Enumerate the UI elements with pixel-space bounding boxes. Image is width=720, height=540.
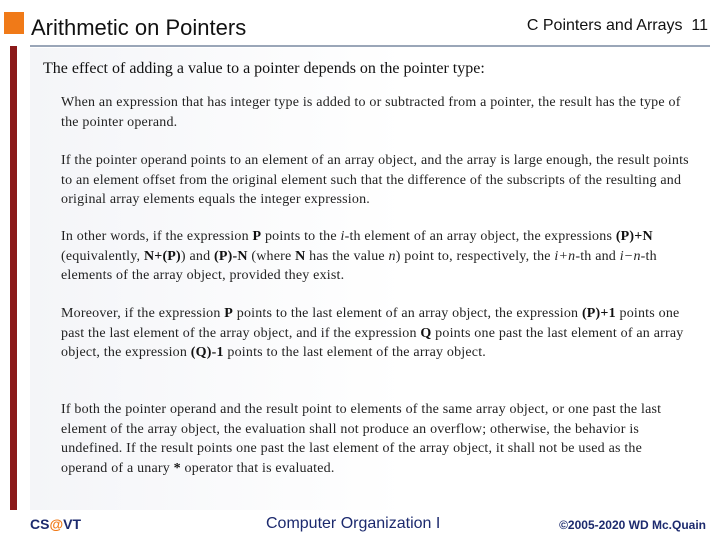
var-n: n <box>388 248 396 264</box>
text: Moreover, if the expression <box>61 306 225 321</box>
text: points to the last element of the array object. <box>223 345 486 360</box>
var-i: i <box>340 229 345 244</box>
text: ) point to, respectively, the <box>395 248 555 264</box>
text: (equivalently, <box>61 248 144 264</box>
text: (where <box>247 248 296 264</box>
slide-number: 11 <box>691 17 708 34</box>
text: In other words, if the expression <box>61 229 253 244</box>
footer-org-at: @ <box>49 516 64 532</box>
text: points one past the last element of the array object, and if the expression <box>61 306 680 341</box>
code-p-plus-n: (P)+N <box>615 229 653 244</box>
text: points to the last element of an array object, the expression <box>233 306 582 321</box>
text: has the value <box>305 248 389 264</box>
code-n: N <box>295 248 306 264</box>
title-divider <box>30 45 710 47</box>
accent-square <box>4 12 24 34</box>
footer-org-vt: VT <box>63 516 81 532</box>
paragraph-result-type: When an expression that has integer type is added to or subtracted from a pointer, the result has the type of the pointer operand. <box>61 95 681 130</box>
code-star: * <box>173 460 181 476</box>
text: points one past the last element of an array object, the expression <box>61 325 684 360</box>
paragraph-offset: If the pointer operand points to an element of an array object, and the array is large enough, the result points to an element offset from the original element such that the difference of the subscripts of the resulting and original array elements equals the integer expression. <box>61 153 689 207</box>
slide-topic <box>527 17 708 35</box>
text: -th element of an array object, the expressions <box>344 229 616 244</box>
lead-sentence: The effect of adding a value to a pointer depends on the pointer type: <box>43 60 485 77</box>
left-accent-bar <box>10 46 17 510</box>
text: ) and <box>180 248 214 264</box>
code-p-plus-1: (P)+1 <box>581 306 616 321</box>
code-p: P <box>252 229 262 244</box>
footer-org-cs: CS <box>30 516 50 532</box>
footer-copyright: ©2005-2020 WD Mc.Quain <box>559 518 706 532</box>
footer-course: Computer Organization I <box>266 515 441 532</box>
footer-org <box>30 516 81 532</box>
text: If both the pointer operand and the result point to elements of the same array object, or one past the last element of the array object, the evaluation shall not produce an overflow; otherwise, the behavior is undefined. If the result points one past the last element of the array object, it shall not be used as the operand of a unary <box>61 402 662 476</box>
code-p-minus-n: (P)-N <box>214 248 248 264</box>
text: operator that is evaluated. <box>180 460 335 476</box>
text: -th elements of the array object, provided they exist. <box>61 248 657 283</box>
slide-title: Arithmetic on Pointers <box>31 15 247 40</box>
var-i-plus-n: i+n <box>554 248 576 264</box>
text: -th and <box>575 248 620 264</box>
paragraph-one-past <box>61 304 691 363</box>
code-n-plus-p: N+(P) <box>143 248 181 264</box>
code-q-minus-1: (Q)-1 <box>190 345 224 360</box>
text: points to the <box>261 229 341 244</box>
code-q: Q <box>420 325 432 341</box>
topic-label: C Pointers and Arrays <box>526 17 683 34</box>
code-p: P <box>224 306 234 321</box>
var-i-minus-n: i−n <box>619 248 641 264</box>
paragraph-overflow <box>61 400 691 478</box>
paragraph-other-words <box>61 227 691 286</box>
